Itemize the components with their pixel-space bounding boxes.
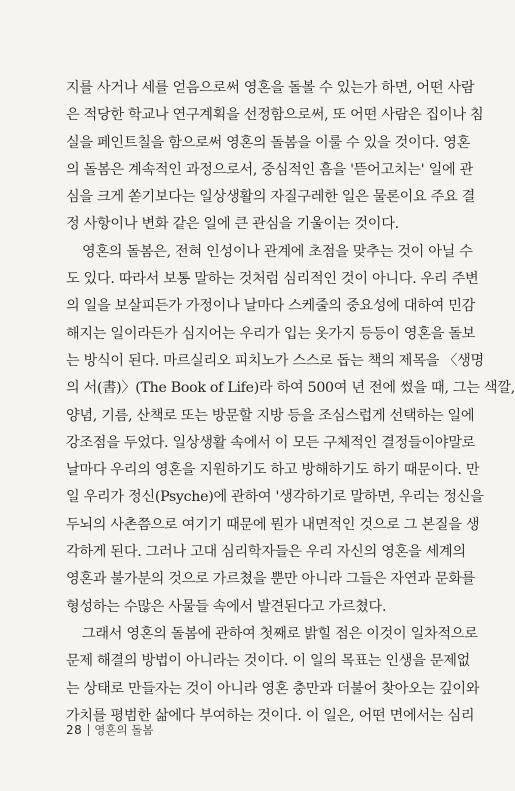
text-line: 강조점을 두었다. 일상생활 속에서 이 모든 구체적인 결정들이야말로: [66, 434, 476, 451]
text-line: 실을 페인트칠을 함으로써 영혼의 돌봄을 이룰 수 있을 것이다. 영혼: [66, 134, 471, 151]
text-line: 는 상태로 만들자는 것이 아니라 영혼 충만과 더불어 찾아오는 깊이와: [66, 680, 480, 697]
text-line: 양념, 기름, 산책로 또는 방문할 지방 등을 조심스럽게 선택하는 일에: [66, 407, 475, 424]
text-line: 은 적당한 학교나 연구계획을 선정함으로써, 또 어떤 사람은 집이나 침: [66, 107, 484, 124]
text-line: 의 일을 보살피든가 가정이나 날마다 스케줄의 중요성에 대하여 민감: [66, 298, 476, 315]
text-line: 가치를 평범한 삶에다 부여하는 것이다. 이 일은, 어떤 면에서는 심리: [66, 707, 475, 724]
text-line: 의 돌봄은 계속적인 과정으로서, 중심적인 흠을 '뜯어고치는' 일에 관: [66, 161, 474, 178]
text-line: 날마다 우리의 영혼을 지원하기도 하고 방해하기도 하기 때문이다. 만: [66, 462, 480, 479]
text-line: 형성하는 수많은 사물들 속에서 발견된다고 가르쳤다.: [66, 598, 387, 615]
text-line: 영혼과 불가분의 것으로 가르쳤을 뿐만 아니라 그들은 자연과 문화를: [66, 571, 476, 588]
text-line: 의 서(書)〉(The Book of Life)라 하여 500여 년 전에 썼을 때, 그는 색깔,: [66, 380, 515, 397]
text-line: 두뇌의 사촌쯤으로 여기기 때문에 뭔가 내면적인 것으로 그 본질을 생: [66, 516, 480, 533]
text-line: 문제 해결의 방법이 아니라는 것이다. 이 일의 목표는 인생을 문제없: [66, 653, 471, 670]
body-text: [66, 75, 515, 730]
text-line: 영혼의 돌봄은, 전혀 인성이나 관계에 초점을 맞추는 것이 아닐 수: [82, 243, 473, 260]
footer-divider: [88, 724, 89, 736]
text-line: 도 있다. 따라서 보통 말하는 것처럼 심리적인 것이 아니다. 우리 주변: [66, 271, 479, 288]
text-line: 는 방식이 된다. 마르실리오 피치노가 스스로 돕는 책의 제목을 〈생명: [66, 352, 484, 369]
page-footer: [66, 722, 153, 738]
running-title: 영혼의 돌봄: [94, 723, 154, 737]
text-line: 정 사항이나 변화 같은 일에 큰 관심을 기울이는 것이다.: [66, 216, 399, 233]
text-line: 해지는 일이라든가 심지어는 우리가 입는 옷가지 등등이 영혼을 돌보: [66, 325, 476, 342]
text-line: 지를 사거나 세를 얻음으로써 영혼을 돌볼 수 있는가 하면, 어떤 사람: [66, 80, 475, 96]
text-line: 심을 크게 쏟기보다는 일상생활의 자질구레한 일은 물론이요 주요 결: [66, 189, 476, 206]
text-line: 일 우리가 정신(Psyche)에 관하여 '생각하기로 말하면, 우리는 정신을: [66, 489, 484, 506]
page-number: 28: [66, 723, 83, 737]
text-line: 각하게 된다. 그러나 고대 심리학자들은 우리 자신의 영혼을 세계의: [66, 544, 466, 561]
text-line: 그래서 영혼의 돌봄에 관하여 첫째로 밝힐 점은 이것이 일차적으로: [82, 625, 478, 642]
